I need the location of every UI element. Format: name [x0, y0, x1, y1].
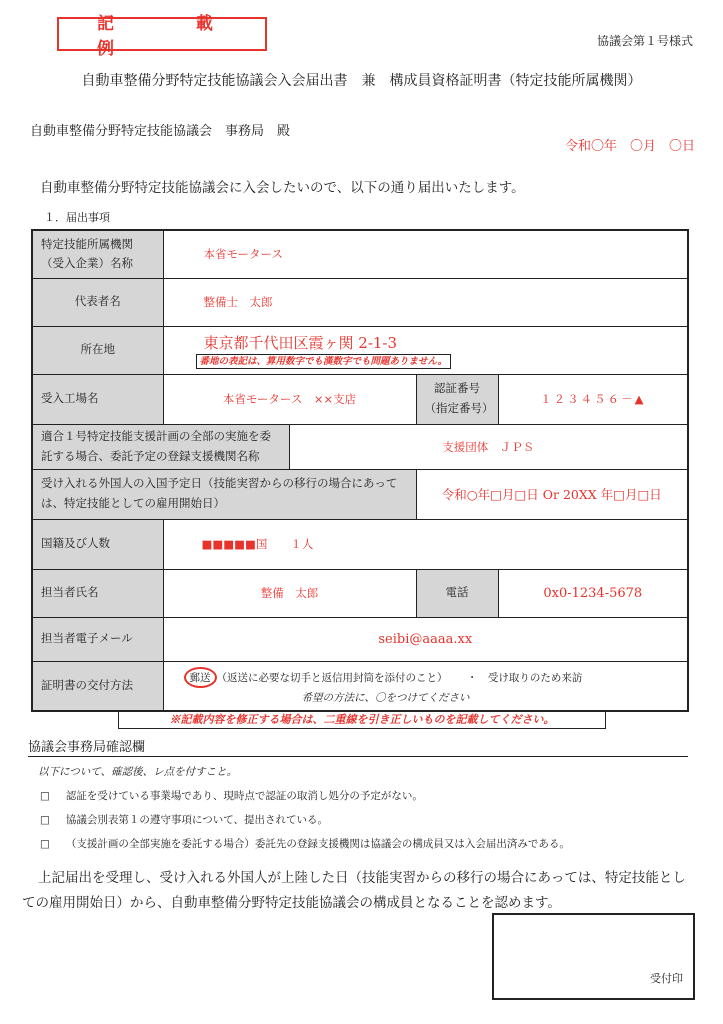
support-label: 適合１号特定技能支援計画の全部の実施を委託する場合、委託予定の登録支援機関名称: [32, 424, 289, 469]
delivery-label: 証明書の交付方法: [32, 661, 163, 711]
delivery-option-visit[interactable]: ・ 受け取りのため来訪: [466, 671, 583, 684]
document-title: 自動車整備分野特定技能協議会入会届出書 兼 構成員資格証明書（特定技能所属機関）: [81, 73, 642, 89]
receipt-label: 受付印: [650, 972, 683, 985]
nationality-label: 国籍及び人数: [32, 519, 163, 569]
closing-statement: 上記届出を受理し、受け入れる外国人が上陸した日（技能実習からの移行の場合にあっては、特定技能としての雇用開始日）から、自動車整備分野特定技能協議会の構成員となることを認めます。: [22, 870, 686, 911]
phone-value[interactable]: 0x0-1234-5678: [498, 569, 688, 617]
checkbox[interactable]: □: [40, 838, 50, 850]
address-label: 所在地: [32, 326, 163, 374]
intro-text: 自動車整備分野特定技能協議会に入会したいので、以下の通り届出いたします。: [40, 180, 525, 196]
representative-value[interactable]: 整備士 太郎: [163, 278, 688, 326]
phone-label: 電話: [416, 569, 498, 617]
delivery-hint: 希望の方法に、〇をつけてください: [301, 691, 470, 704]
office-instruction: 以下について、確認後、レ点を付すこと。: [38, 766, 238, 778]
delivery-option-mail-detail: （返送に必要な切手と返信用封筒を添付のこと）: [216, 671, 448, 684]
representative-label: 代表者名: [32, 278, 163, 326]
address-cell[interactable]: [163, 326, 688, 374]
contact-value[interactable]: 整備 太郎: [163, 569, 416, 617]
address-value: 東京都千代田区霞ヶ関 2-1-3: [203, 333, 398, 352]
form-number: 協議会第１号様式: [596, 34, 693, 48]
cert-no-value[interactable]: １２３４５６－▲: [498, 374, 688, 424]
cert-no-label: 認証番号（指定番号）: [416, 374, 498, 424]
company-value[interactable]: 本省モータース: [163, 230, 688, 278]
correction-note: ※記載内容を修正する場合は、二重線を引き正しいものを記載してください。: [118, 711, 606, 729]
workshop-value[interactable]: 本省モータース ××支店: [163, 374, 416, 424]
date: 令和〇年 〇月 〇日: [564, 139, 695, 154]
checkbox[interactable]: □: [40, 814, 50, 826]
check-item[interactable]: [40, 788, 423, 803]
support-value[interactable]: 支援団体 ＪＰＳ: [289, 424, 688, 469]
company-label: 特定技能所属機関（受入企業）名称: [32, 230, 163, 278]
nationality-value[interactable]: ■■■■■国 １人: [163, 519, 688, 569]
office-divider: [28, 756, 688, 757]
address-note: 番地の表記は、算用数字でも漢数字でも問題ありません。: [196, 354, 452, 369]
check-item-text: （支援計画の全部実施を委託する場合）委託先の登録支援機関は協議会の構成員又は入会届出済みである。: [65, 838, 570, 850]
workshop-label: 受入工場名: [32, 374, 163, 424]
entry-value[interactable]: 令和○年□月□日 Or 20XX 年□月□日: [416, 469, 688, 519]
check-item-text: 協議会別表第１の遵守事項について、提出されている。: [65, 814, 329, 826]
check-item[interactable]: [40, 812, 328, 827]
example-stamp: 記 載 例: [57, 17, 267, 51]
entry-label: 受け入れる外国人の入国予定日（技能実習からの移行の場合にあっては、特定技能としての雇用開始日）: [32, 469, 416, 519]
delivery-cell[interactable]: [163, 661, 688, 711]
check-item[interactable]: [40, 836, 570, 851]
registration-form: [31, 229, 689, 712]
office-section-title: 協議会事務局確認欄: [28, 740, 146, 755]
receipt-stamp-box: [492, 913, 695, 1000]
section-title: １．届出事項: [44, 211, 110, 224]
email-label: 担当者電子メール: [32, 617, 163, 661]
contact-label: 担当者氏名: [32, 569, 163, 617]
addressee: 自動車整備分野特定技能協議会 事務局 殿: [30, 124, 291, 139]
delivery-option-mail[interactable]: 郵送: [184, 667, 217, 688]
check-item-text: 認証を受けている事業場であり、現時点で認証の取消し処分の予定がない。: [65, 790, 423, 802]
email-value[interactable]: seibi@aaaa.xx: [163, 617, 688, 661]
checkbox[interactable]: □: [40, 790, 50, 802]
